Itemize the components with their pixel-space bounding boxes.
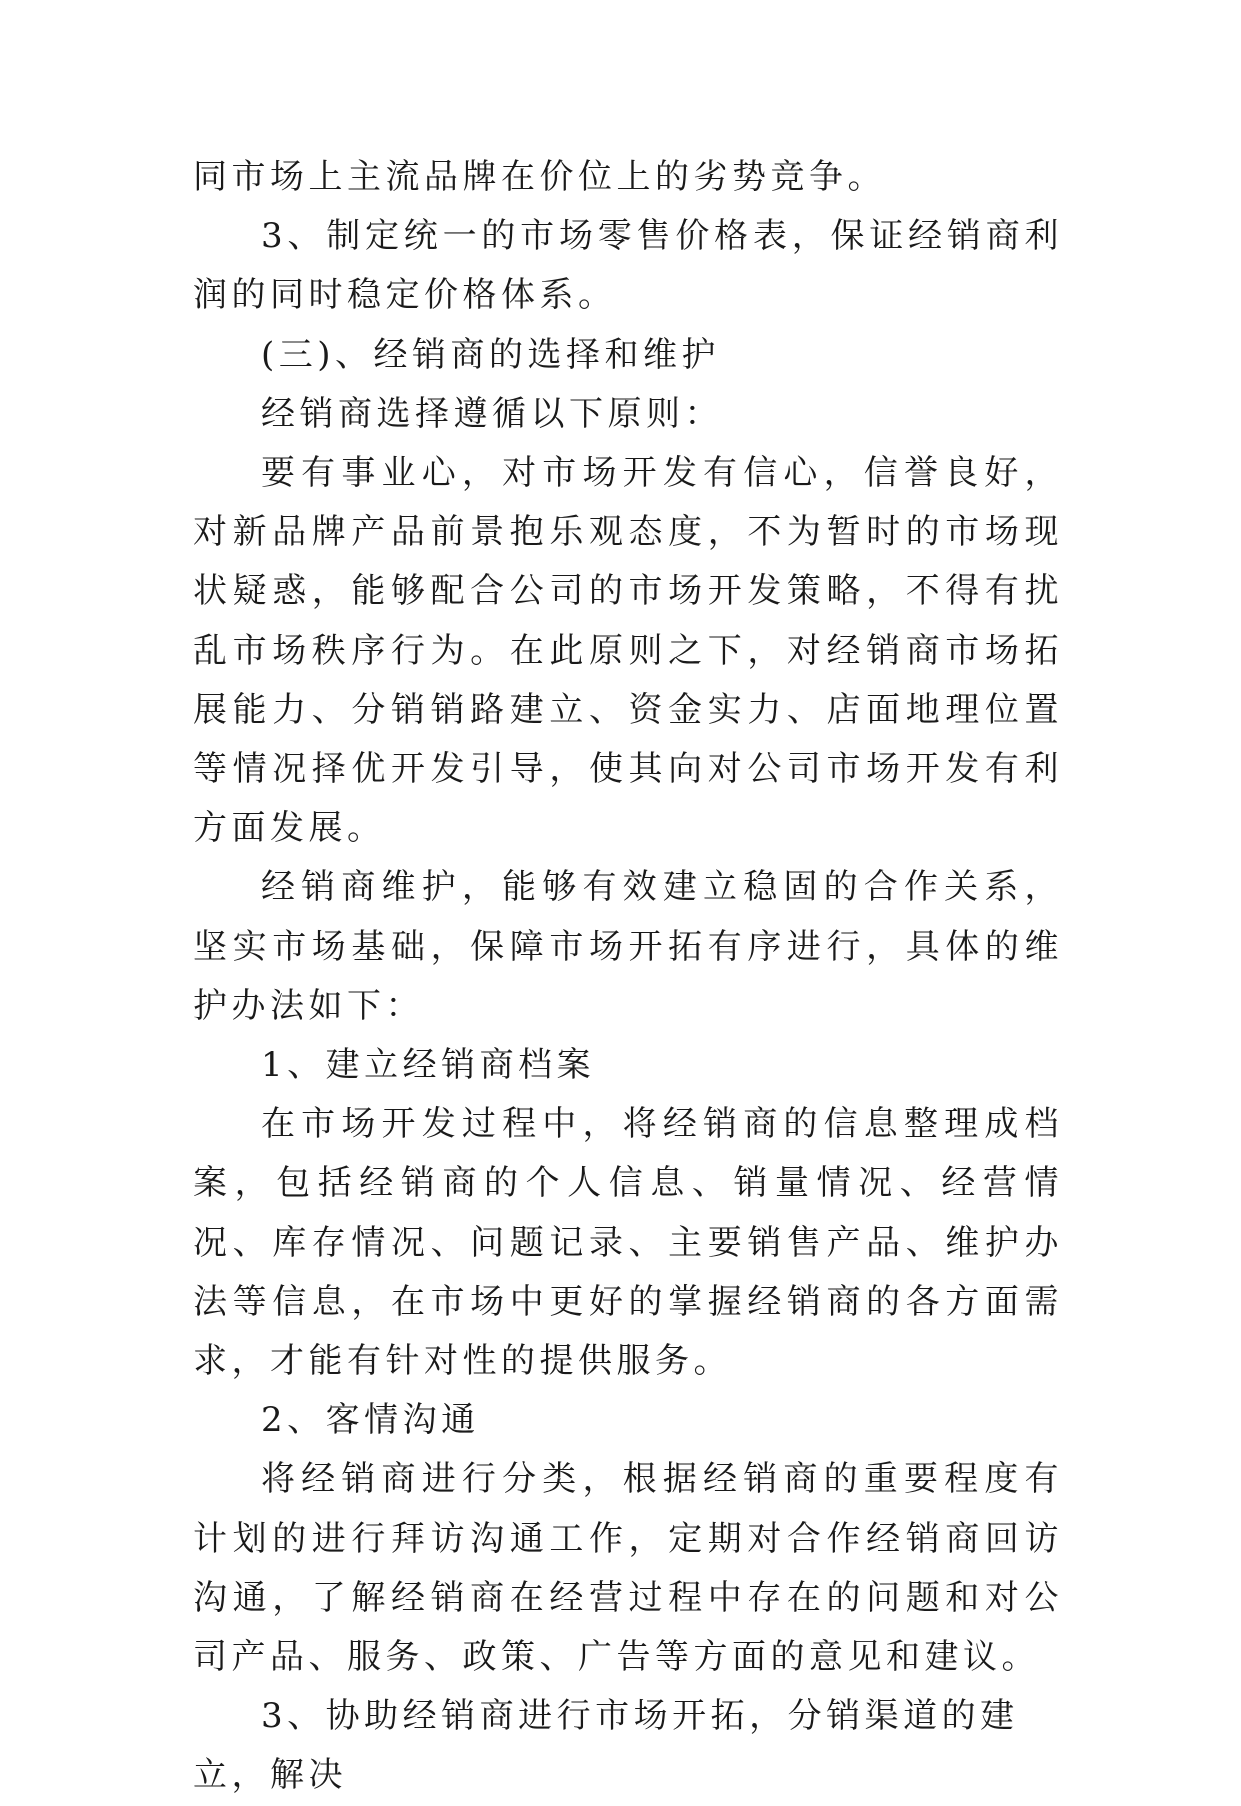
paragraph: 经销商维护，能够有效建立稳固的合作关系，坚实市场基础，保障市场开拓有序进行，具体的维护办法如下： (193, 867, 1063, 1026)
paragraph: 3、制定统一的市场零售价格表，保证经销商利润的同时稳定价格体系。 (193, 216, 1063, 316)
document-body (193, 148, 1063, 1806)
paragraph: 经销商选择遵循以下原则： (261, 393, 723, 434)
list-item-heading: 2、客情沟通 (261, 1400, 480, 1441)
paragraph: 3、协助经销商进行市场开拓，分销渠道的建立，解决 (193, 1696, 1019, 1796)
section-heading: (三)、经销商的选择和维护 (261, 334, 721, 375)
paragraph: 在市场开发过程中，将经销商的信息整理成档案，包括经销商的个人信息、销量情况、经营情况、库存情况、问题记录、主要销售产品、维护办法等信息，在市场中更好的掌握经销商的各方面需求，才能有针对性的提供服务。 (193, 1104, 1063, 1382)
list-item-heading: 1、建立经销商档案 (261, 1045, 596, 1086)
paragraph: 将经销商进行分类，根据经销商的重要程度有计划的进行拜访沟通工作，定期对合作经销商回访沟通，了解经销商在经营过程中存在的问题和对公司产品、服务、政策、广告等方面的意见和建议。 (193, 1459, 1063, 1678)
paragraph: 同市场上主流品牌在价位上的劣势竞争。 (193, 157, 886, 197)
paragraph: 要有事业心，对市场开发有信心，信誉良好，对新品牌产品前景抱乐观态度，不为暂时的市场现状疑惑，能够配合公司的市场开发策略，不得有扰乱市场秩序行为。在此原则之下，对经销商市场拓展能力、分销销路建立、资金实力、店面地理位置等情况择优开发引导，使其向对公司市场开发有利方面发展。 (193, 453, 1063, 849)
